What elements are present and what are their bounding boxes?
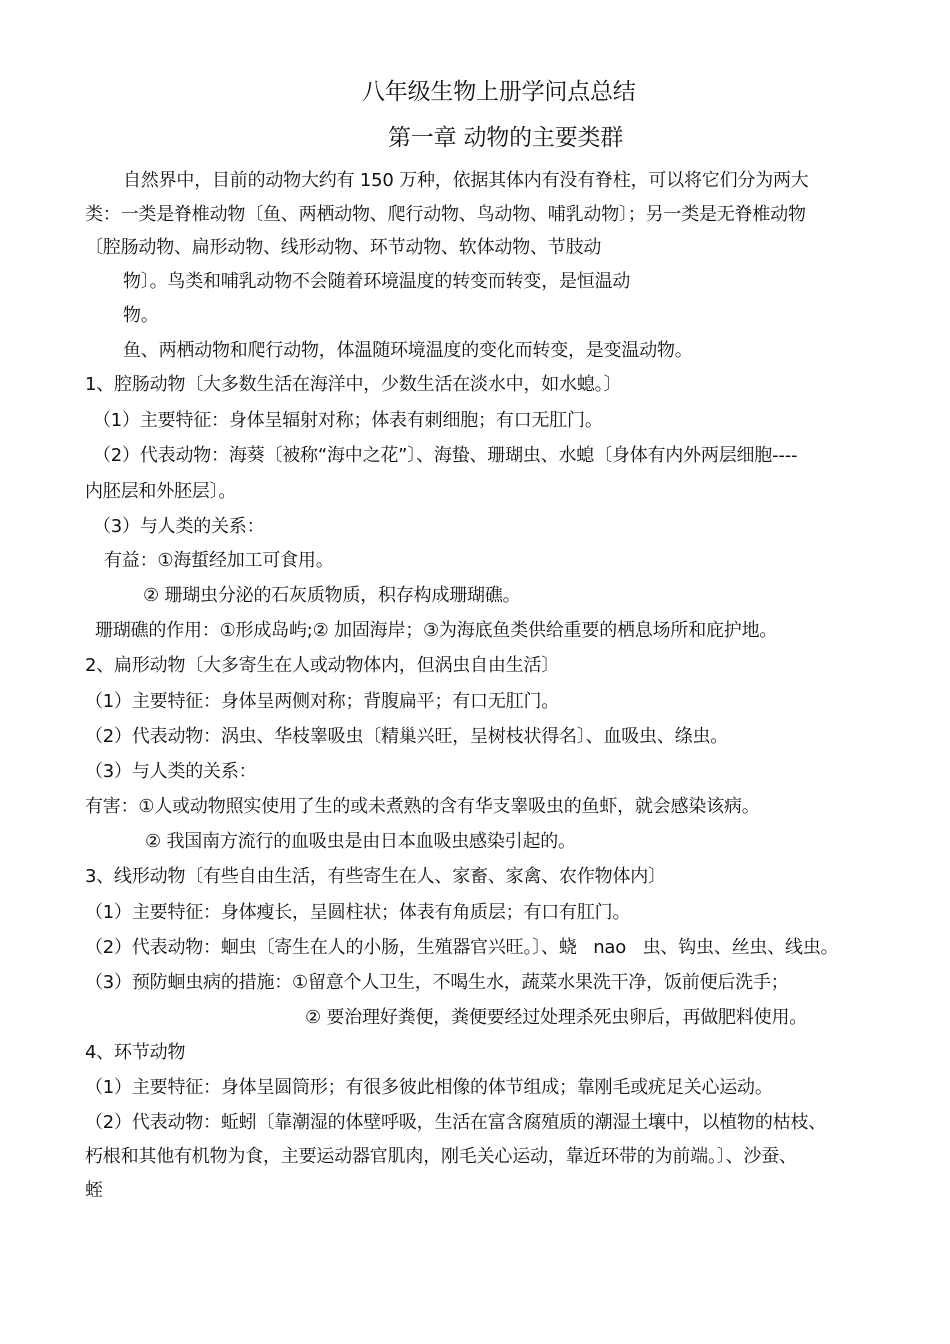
intro-line-5: 物。 bbox=[123, 305, 159, 326]
section-3-examples: （2）代表动物：蛔虫〔寄生在人的小肠，生殖器官兴旺。〕、蛲 nao 虫、钩虫、丝虫、线虫。 bbox=[85, 937, 839, 958]
section-3-prevention: （3）预防蛔虫病的措施：①留意个人卫生，不喝生水，蔬菜水果洗干净，饭前便后洗手； bbox=[85, 972, 789, 993]
section-4-heading: 4、环节动物 bbox=[85, 1042, 186, 1063]
section-2-examples: （2）代表动物：涡虫、华枝睾吸虫〔精巢兴旺，呈树枝状得名〕、血吸虫、绦虫。 bbox=[85, 726, 729, 747]
section-3-feature: （1）主要特征：身体瘦长，呈圆柱状；体表有角质层；有口有肛门。 bbox=[85, 902, 631, 923]
section-1-feature: （1）主要特征：身体呈辐射对称；体表有刺细胞；有口无肛门。 bbox=[93, 410, 603, 431]
intro-line-4: 物〕。鸟类和哺乳动物不会随着环境温度的转变而转变，是恒温动 bbox=[123, 271, 631, 292]
section-2-heading: 2、扁形动物〔大多寄生在人或动物体内，但涡虫自由生活〕 bbox=[85, 655, 560, 676]
section-1-examples-cont: 内胚层和外胚层〕。 bbox=[85, 481, 237, 502]
intro-line-1: 自然界中，目前的动物大约有 150 万种，依据其体内有没有脊柱，可以将它们分为两大 bbox=[123, 170, 809, 191]
chapter-title: 第一章 动物的主要类群 bbox=[388, 125, 624, 151]
intro-line-6: 鱼、两栖动物和爬行动物，体温随环境温度的变化而转变，是变温动物。 bbox=[123, 340, 693, 361]
intro-line-3: 〔腔肠动物、扁形动物、线形动物、环节动物、软体动物、节肢动 bbox=[85, 237, 602, 258]
section-3-prevention-2: ② 要治理好粪便，粪便要经过处理杀死虫卵后，再做肥料使用。 bbox=[305, 1007, 808, 1028]
section-4-feature: （1）主要特征：身体呈圆筒形；有很多彼此相像的体节组成；靠刚毛或疣足关心运动。 bbox=[85, 1077, 773, 1098]
doc-title: 八年级生物上册学问点总结 bbox=[362, 79, 636, 105]
intro-line-2: 类：一类是脊椎动物〔鱼、两栖动物、爬行动物、鸟动物、哺乳动物〕；另一类是无脊椎动物 bbox=[85, 204, 806, 225]
section-1-benefit-2: ② 珊瑚虫分泌的石灰质物质，积存构成珊瑚礁。 bbox=[143, 585, 521, 606]
section-1-benefit-1: 有益：①海蜇经加工可食用。 bbox=[104, 550, 334, 571]
section-1-examples: （2）代表动物：海葵〔被称“海中之花”〕、海蛰、珊瑚虫、水螅〔身体有内外两层细胞---- bbox=[93, 445, 798, 466]
section-4-examples: （2）代表动物：蚯蚓〔靠潮湿的体壁呼吸，生活在富含腐殖质的潮湿土壤中，以植物的枯枝、 bbox=[85, 1112, 827, 1133]
section-1-heading: 1、腔肠动物〔大多数生活在海洋中，少数生活在淡水中，如水螅。〕 bbox=[85, 374, 622, 395]
section-1-reef-role: 珊瑚礁的作用：①形成岛屿;② 加固海岸；③为海底鱼类供给重要的栖息场所和庇护地。 bbox=[95, 620, 778, 641]
section-2-feature: （1）主要特征：身体呈两侧对称；背腹扁平；有口无肛门。 bbox=[85, 691, 560, 712]
section-2-relation: （3）与人类的关系： bbox=[85, 761, 257, 782]
section-2-harm-1: 有害：①人或动物照实使用了生的或未煮熟的含有华支睾吸虫的鱼虾，就会感染该病。 bbox=[85, 796, 760, 817]
section-4-examples-end: 蛭 bbox=[85, 1180, 103, 1201]
section-1-relation: （3）与人类的关系： bbox=[93, 516, 265, 537]
section-4-examples-cont: 朽根和其他有机物为食，主要运动器官肌肉，刚毛关心运动，靠近环带的为前端。〕、沙蚕、 bbox=[85, 1146, 797, 1167]
section-3-heading: 3、线形动物〔有些自由生活，有些寄生在人、家畜、家禽、农作物体内〕 bbox=[85, 866, 666, 887]
section-2-harm-2: ② 我国南方流行的血吸虫是由日本血吸虫感染引起的。 bbox=[145, 831, 576, 852]
